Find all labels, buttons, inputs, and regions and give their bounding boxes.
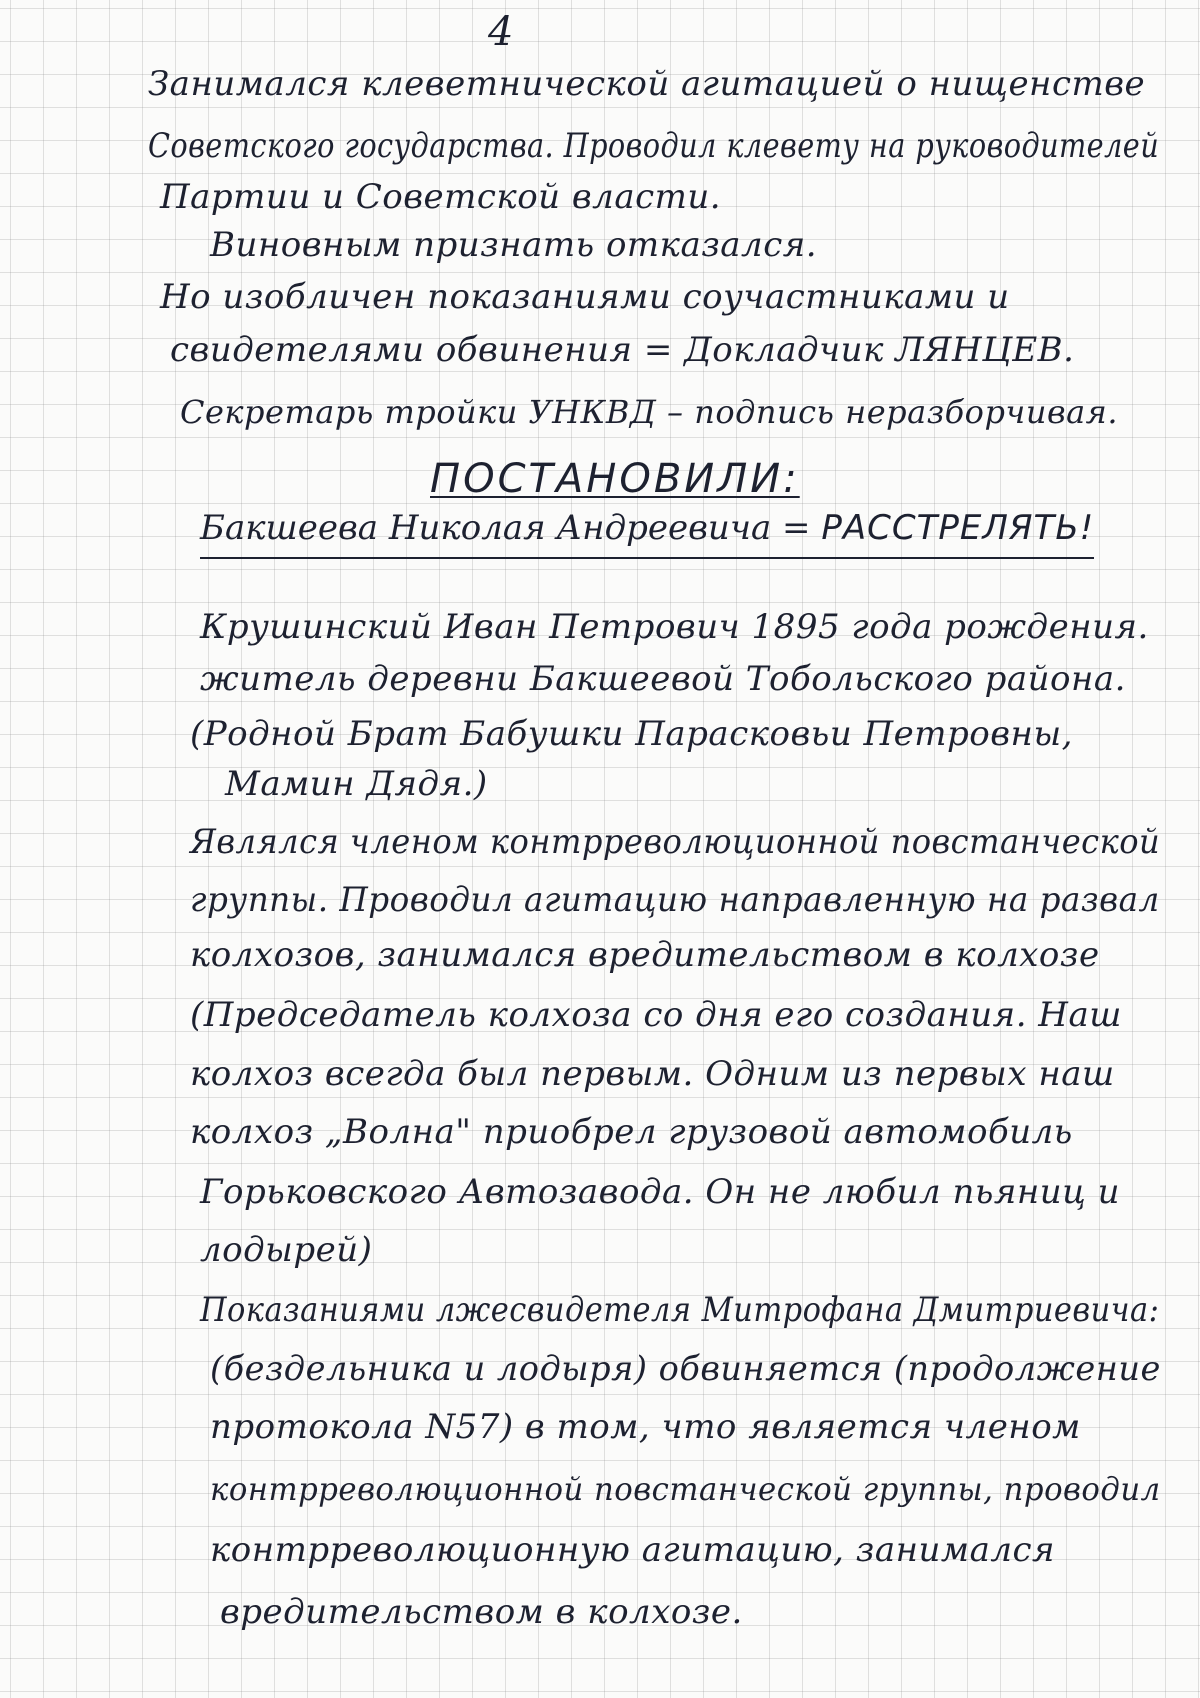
text-line: Секретарь тройки УНКВД – подпись неразборчивая. — [180, 393, 1118, 431]
text-line: вредительством в колхозе. — [220, 1592, 743, 1632]
text-line: контрреволюционную агитацию, занимался — [210, 1530, 1056, 1570]
text-line: лодырей) — [200, 1230, 373, 1270]
text-line: Занимался клеветнической агитацией о нищенстве — [148, 64, 1146, 104]
verdict-name: Бакшеева Николая Андреевича = — [200, 508, 811, 548]
text-line: свидетелями обвинения = Докладчик ЛЯНЦЕВ. — [170, 330, 1075, 370]
text-line: Показаниями лжесвидетеля Митрофана Дмитриевича: — [200, 1290, 1160, 1330]
text-line: Но изобличен показаниями соучастниками и — [160, 277, 1010, 317]
text-line: колхоз всегда был первым. Одним из первых наш — [190, 1054, 1115, 1094]
verdict-sentence: РАССТРЕЛЯТЬ! — [821, 508, 1095, 548]
text-line: колхоз „Волна" приобрел грузовой автомобиль — [190, 1112, 1073, 1152]
text-line: Советского государства. Проводил клевету на руководителей — [148, 126, 1160, 166]
text-line: Крушинский Иван Петрович 1895 года рождения. — [200, 607, 1149, 647]
text-line: Партии и Советской власти. — [160, 177, 722, 217]
text-line: житель деревни Бакшеевой Тобольского района. — [200, 659, 1126, 699]
resolution-heading: ПОСТАНОВИЛИ: — [430, 456, 800, 502]
text-line: Мамин Дядя.) — [225, 764, 488, 804]
text-line: протокола N57) в том, что является членом — [210, 1407, 1081, 1447]
text-line: колхозов, занимался вредительством в колхозе — [190, 935, 1100, 975]
page-number: 4 — [488, 9, 514, 55]
text-line: контрреволюционной повстанческой группы, проводил — [210, 1470, 1161, 1508]
text-line: группы. Проводил агитацию направленную на развал — [190, 880, 1160, 920]
text-line: Являлся членом контрреволюционной повстанческой — [190, 822, 1161, 862]
text-line: (бездельника и лодыря) обвиняется (продолжение — [210, 1349, 1161, 1389]
text-line: (Родной Брат Бабушки Парасковьи Петровны, — [190, 714, 1073, 754]
text-line: Горьковского Автозавода. Он не любил пьяниц и — [200, 1172, 1121, 1212]
verdict-line — [200, 505, 1094, 559]
text-line: Виновным признать отказался. — [210, 225, 818, 265]
text-line: (Председатель колхоза со дня его создания. Наш — [190, 995, 1122, 1035]
